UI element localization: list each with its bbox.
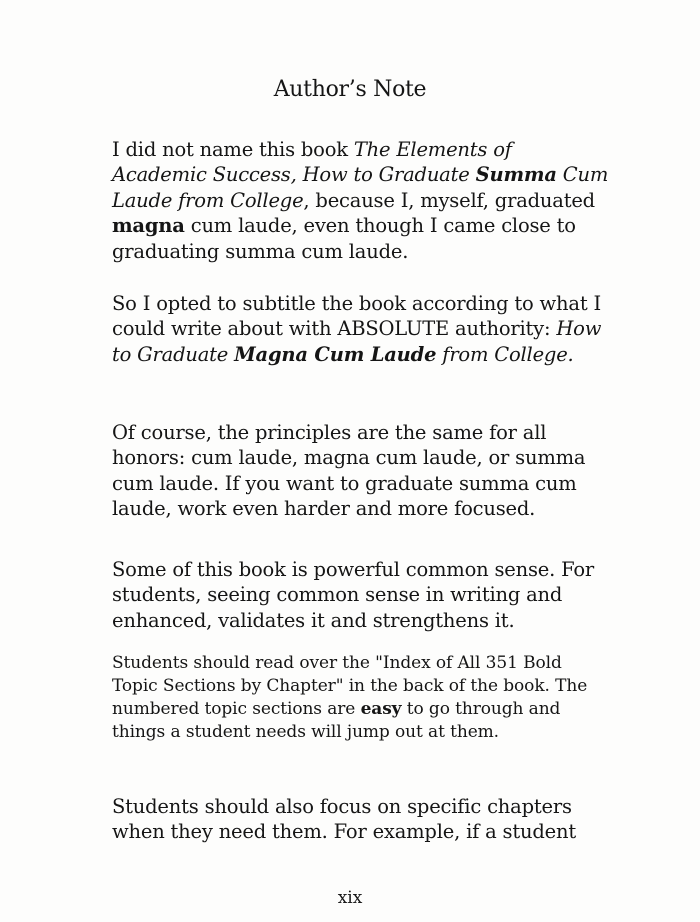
page-title: Author’s Note	[273, 76, 427, 102]
text-run: easy	[360, 699, 402, 719]
text-run: Cum Laude from College	[112, 163, 609, 212]
text-run: cum laude, even though I came close to graduating summa cum laude.	[112, 214, 576, 263]
text-run: Some of this book is powerful common sense. For students, seeing common sense in writing and enhanced, validates it and strengthens it.	[112, 557, 595, 632]
text-run: Students should read over the "Index of All 351 Bold Topic Sections by Chapter" in the back of the book. The numbered topic sections are	[112, 653, 588, 719]
paragraph-principles	[112, 420, 612, 522]
text-run: Students should also focus on specific chapters when they need them. For example, if a student	[112, 794, 576, 843]
text-run: Magna Cum Laude	[234, 342, 437, 366]
paragraph-subtitle	[112, 291, 612, 368]
text-run: , because I, myself, graduated	[303, 188, 595, 212]
text-run: from College.	[436, 342, 574, 366]
paragraph-chapters	[112, 794, 612, 845]
text-run: So I opted to subtitle the book according to what I could write about with ABSOLUTE authority:	[112, 291, 601, 340]
text-run: to go through and things a student needs will jump out at them.	[112, 699, 561, 742]
text-run: Summa	[475, 163, 557, 186]
text-run: I did not name this book	[112, 137, 354, 161]
text-run: How to Graduate	[112, 317, 602, 366]
paragraph-common-sense	[112, 557, 612, 634]
paragraph-title-explanation	[112, 137, 612, 265]
text-run: Of course, the principles are the same for all honors: cum laude, magna cum laude, or summa cum laude. If you want to graduate summa cum laude, work even harder and more focused.	[112, 420, 586, 520]
text-run: The Elements of Academic Success, How to Graduate	[112, 137, 512, 186]
paragraph-index	[112, 652, 612, 744]
text-run: magna	[112, 214, 185, 237]
page-number: xix	[337, 888, 363, 908]
